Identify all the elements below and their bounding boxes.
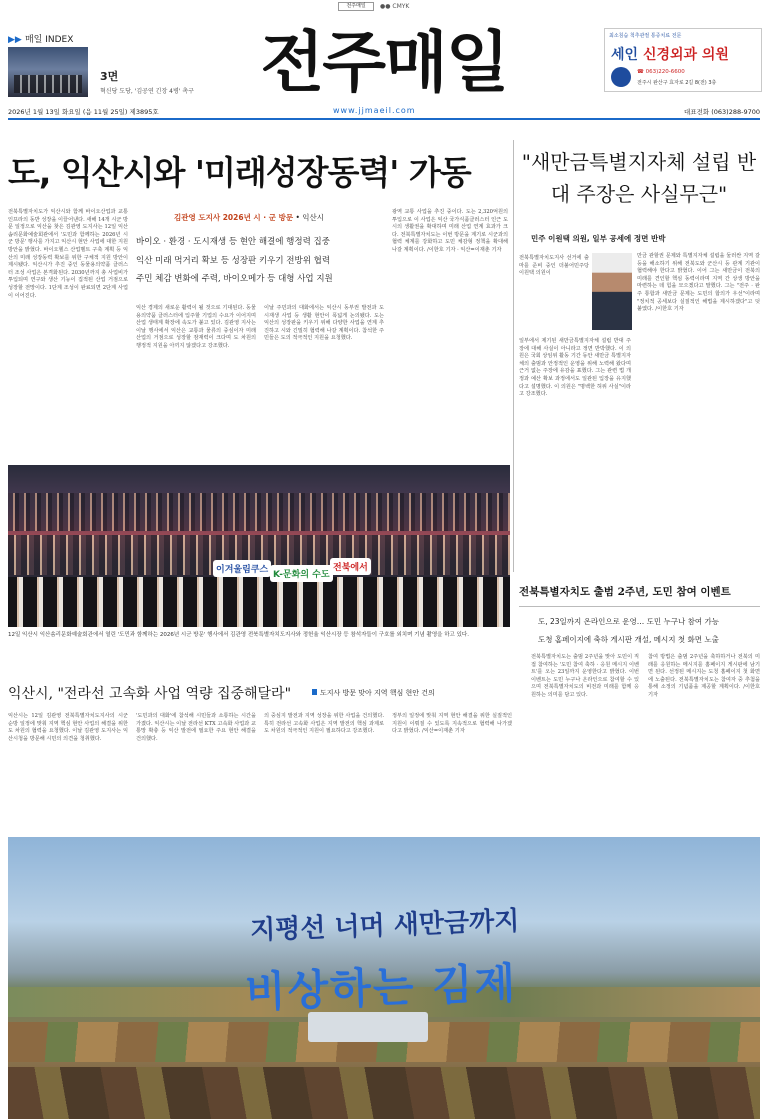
lead-subheads xyxy=(136,233,416,289)
second-column-2: '도민과의 대화'에 참석해 시민들과 소통하는 시간을 가졌다. 익산시는 이날 전라선 KTX 고속화 사업과 교통망 확충 등 익산 발전에 필요한 주요 현안 해결을 건의했다. xyxy=(136,713,256,742)
square-bullet-icon xyxy=(312,689,317,695)
ad-name-b: 신경외과 의원 xyxy=(642,47,729,63)
contact-phone: 대표전화 (063)288-9700 xyxy=(684,108,760,116)
second-column-3: 의 중심지 발전과 지역 성장을 위한 사업을 건의했다. 특히 전라선 고속화 사업은 지역 발전의 핵심 과제로 도 차원의 적극적인 지원이 필요하다고 강조했다. xyxy=(264,713,384,735)
index-label-text: 매일 INDEX xyxy=(24,35,74,45)
side-column-2: 만금 관할권 문제와 특별지자체 설립을 둘러싼 지역 갈등을 해소하기 위해 전북도와 군산시 등 관계 기관이 협력해야 한다고 밝혔다. 이어 그는 새만금이 전북의 미래를 견인할 핵심 동력이라며 지역 간 상생 방안을 마련하는 데 힘을 모으겠다고 말했다. 그는 "전주 · 완주 통합과 새만금 문제는 도민의 합의가 우선"이라며 "정치적 공세보다 실질적인 해법을 제시하겠다"고 덧붙였다. /이한호 기자 xyxy=(637,253,760,313)
lead-column-4: 광역 교통 사업을 추진 중이다. 도는 2,320억원의 투입으로 이 사업은 익산 국가식품클러스터 인근 도시의 생활권을 확대하며 미래 산업 연계 효과가 크다. 전북특별자치도는 이번 방문을 계기로 시군과의 협력 체계를 강화하고 도민 체감형 정책을 확대해 나갈 계획이다. /이한호 기자 · 익산=이재춘 기자 xyxy=(392,209,508,253)
side-column-1: 전북특별자치도지사 선거에 출마를 준비 중인 더불어민주당 이원택 의원이 xyxy=(519,255,589,277)
index-page[interactable]: 3면 xyxy=(100,70,119,83)
second-tag-text: 도지사 방문 맞아 지역 핵심 현안 건의 xyxy=(320,689,435,697)
ad-box[interactable] xyxy=(604,28,762,92)
subhead-1: 바이오 · 환경 · 도시재생 등 현안 해결에 행정력 집중 xyxy=(136,237,330,247)
color-marks: ●● CMYK xyxy=(380,3,410,10)
lead-byline xyxy=(174,212,324,223)
clinic-logo-icon xyxy=(611,67,631,87)
event-box-sub-1: 도, 23일까지 온라인으로 운영… 도민 누구나 참여 가능 xyxy=(538,617,720,626)
ad-tagline: 최소침습 척추관절 통증치료 전문 xyxy=(609,33,682,39)
photo-caption: 12일 익산시 익산솜리문화예술회관에서 열린 '도민과 함께하는 2026년 시군 방문' 행사에서 김관영 전북특별자치도지사와 정헌율 익산시장 등 참석자들이 구호를 외치며 기념 촬영을 하고 있다. xyxy=(8,632,469,638)
dateline: 2026년 1월 13일 화요일 (음 11월 25일) 제3895호 xyxy=(8,108,159,116)
byline-suffix: • 익산시 xyxy=(293,213,325,222)
event-box-column-1: 전북특별자치도는 출범 2주년을 맞아 도민이 직접 참여하는 '도민 참여 축하 · 응원 메시지 이벤트'를 오는 23일까지 운영한다고 밝혔다. 이번 이벤트는 도민 누구나 온라인으로 참여할 수 있으며 전북특별자치도의 비전과 미래를 함께 응원하는 의미를 담고 있다. xyxy=(531,654,639,698)
event-box-sub-2: 도청 홈페이지에 축하 게시판 개설, 메시지 첫 화면 노출 xyxy=(538,635,719,644)
subhead-3: 주민 체감 변화에 주력, 바이오메가 등 대형 사업 지원 xyxy=(136,274,333,284)
index-summary[interactable]: 혁신당 도당, '김공연 긴장 4병' 촉구 xyxy=(100,88,194,95)
site-url[interactable]: www.jjmaeil.com xyxy=(333,106,416,115)
index-thumbnail[interactable] xyxy=(8,47,88,97)
masthead-title: 전주매일 xyxy=(260,24,508,101)
ad-clinic-name xyxy=(611,44,729,64)
second-column-4: 정부의 일정에 맞춰 지역 현안 해결을 위한 실질적인 지원이 이뤄질 수 있도록 지속적으로 협력해 나가겠다고 밝혔다. /익산=이재춘 기자 xyxy=(392,713,512,735)
lead-headline[interactable]: 도, 익산시와 '미래성장동력' 가동 xyxy=(8,153,471,192)
index-label xyxy=(8,32,73,45)
event-photo[interactable] xyxy=(8,465,510,627)
ad-name-a: 세인 xyxy=(611,47,643,63)
photo-sign-3: 전북에서 xyxy=(330,558,371,575)
subhead-2: 익산 미래 먹거리 확보 등 성장판 키우기 전방위 협력 xyxy=(136,255,331,266)
second-headline[interactable]: 익산시, "전라선 고속화 사업 역량 집중해달라" xyxy=(8,686,292,702)
byline-prefix: 김관영 도지사 2026년 시 · 군 방문 xyxy=(174,213,294,222)
event-box-column-2: 참여 방법은 출범 2주년을 축하하거나 전북의 미래를 응원하는 메시지를 홈페이지 게시판에 남기면 된다. 선정된 메시지는 도청 홈페이지 첫 화면에 노출된다. 전북특별자치도는 참여자 중 추첨을 통해 소정의 기념품을 제공할 계획이다. /이한호 기자 xyxy=(648,654,760,698)
ad-phone: ☎ 063)220-6600 xyxy=(637,69,685,75)
side-headline[interactable]: "새만금특별지자체 설립 반대 주장은 사실무근" xyxy=(521,150,757,206)
lead-column-3: 이날 주민과의 대화에서는 익산시 동부권 발전과 도시재생 사업 등 생활 현안이 폭넓게 논의됐다. 도는 익산의 성장판을 키우기 위해 다양한 사업을 연계 추진하고 시와 긴밀히 협력해 나갈 계획이다. 참석한 주민들은 도의 적극적인 지원을 요청했다. xyxy=(264,305,384,342)
arrow-icon: ▶▶ xyxy=(8,35,25,45)
lead-column-2: 익산 경제의 새로운 활력이 될 것으로 기대된다. 동물용의약품 클러스터에 입주할 기업의 수요가 이어지며 산업 생태계 확장에 속도가 붙고 있다. 김관영 지사는 이날 행사에서 익산은 교통과 물류의 중심이자 미래 산업의 거점으로 성장할 잠재력이 크다며 도 차원의 행정적 지원을 아끼지 않겠다고 강조했다. xyxy=(136,305,256,349)
ad-address: 전주시 완산구 효자로 2길 8(전) 3층 xyxy=(637,80,717,86)
photo-sign-2: K-문화의 수도 xyxy=(270,565,333,582)
top-badge: 전주매일 xyxy=(338,2,374,11)
event-box-rule xyxy=(519,606,760,607)
second-column-1: 익산시는 12일 김관영 전북특별자치도지사의 시군 순방 일정에 맞춰 지역 핵심 현안 사업의 해결을 위한 도 차원의 협력을 요청했다. 이날 김관영 도지사는 익산시청을 방문해 시민의 의견을 청취했다. xyxy=(8,713,128,742)
side-column-1b: 일부에서 제기된 새만금특별지자체 설립 반대 주장에 대해 사실이 아니라고 정면 반박했다. 이 의원은 국회 상임위 활동 기간 동안 새만금 특별지자체의 출범과 안정적인 운영을 위해 노력해 왔다며 근거 없는 주장에 유감을 표했다. 그는 관련 법 개정과 예산 확보 과정에서도 일관된 입장을 유지했다고 설명했다. 이 의원은 "명백한 허위 사실"이라고 강조했다. xyxy=(519,338,631,398)
header-rule xyxy=(8,118,760,120)
banner-slogan-2: 비상하는 김제 xyxy=(244,958,518,1017)
second-tag xyxy=(312,688,435,698)
side-subhead: 민주 이원택 의원, 일부 공세에 정면 반박 xyxy=(531,234,666,243)
event-box-title[interactable]: 전북특별자치도 출범 2주년, 도민 참여 이벤트 xyxy=(519,586,731,598)
portrait-photo xyxy=(592,253,632,330)
column-divider xyxy=(513,140,514,572)
lead-column-1: 전북특별자치도가 익산시와 함께 바이오산업과 교통 인프라의 동반 성장을 이끌어낸다. 새해 14개 시군 방문 일정으로 익산을 찾은 김관영 도지사는 12일 익산솜리문화예술회관에서 '도민과 함께하는 2026년 시군 방문' 행사를 가지고 익산시 현안 사업에 대한 지원 방안을 밝혔다. 바이오헬스 산업벨트 구축 계획 등 익산의 미래 성장동력 확보를 위한 구체적 지원 방안이 제시됐다. 익산시가 추진 중인 동물용의약품 클러스터 조성 사업은 본격화된다. 2030년까지 총 사업비가 투입되며 연구와 생산 기능이 집적된 산업 거점으로 성장할 전망이다. 1단계 조성이 완료되면 2단계 사업이 이어진다. xyxy=(8,209,129,299)
banner-slogan-1: 지평선 너머 새만금까지 xyxy=(249,906,520,946)
photo-sign-1: 이겨울림쿠스 xyxy=(213,560,271,577)
